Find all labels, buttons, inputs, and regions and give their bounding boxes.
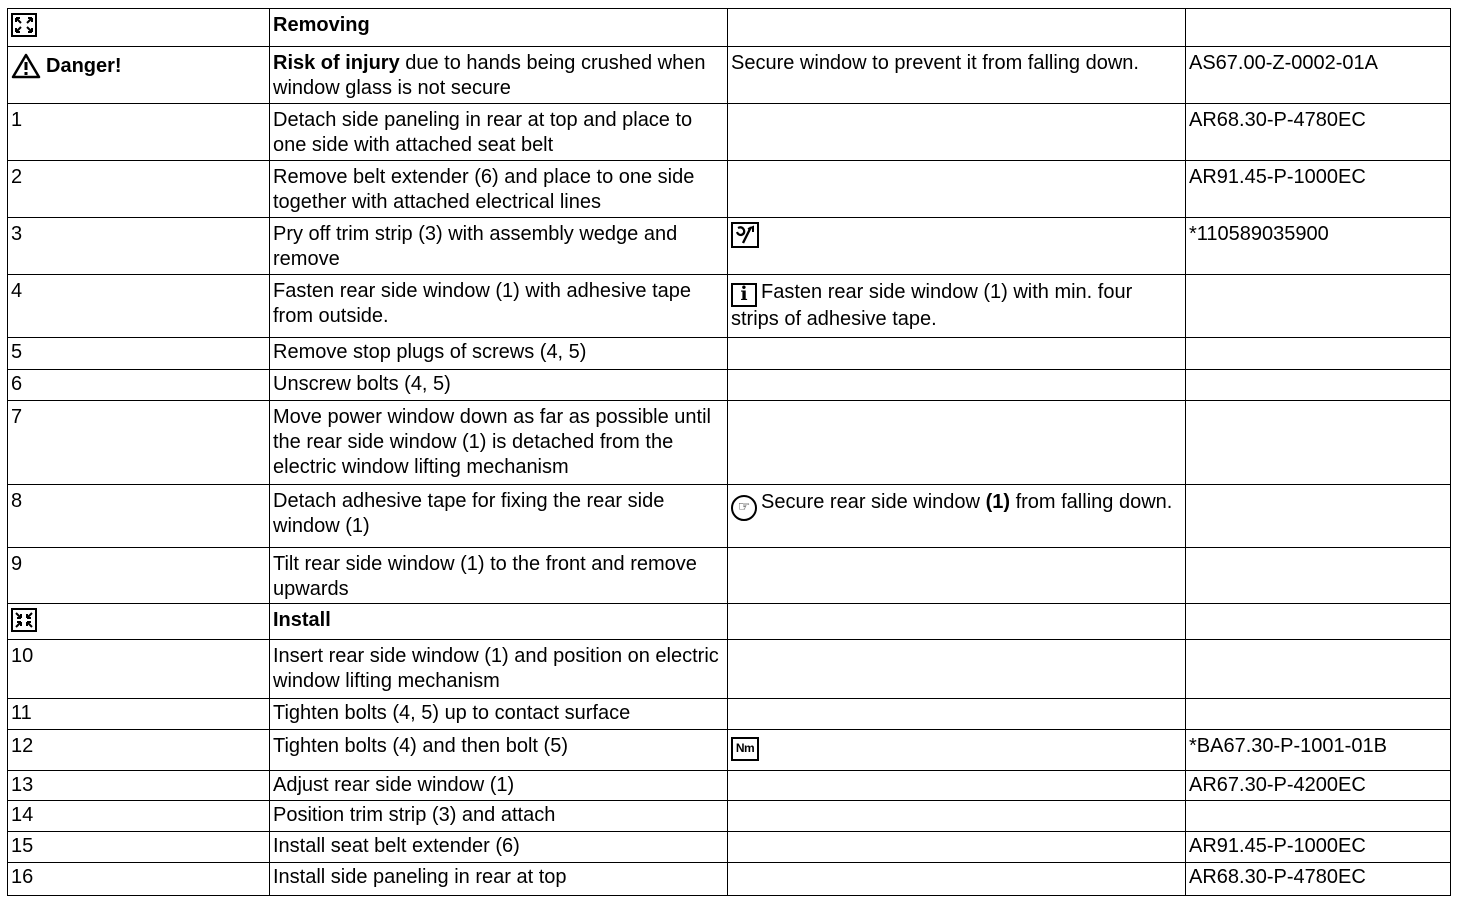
step-ref: *110589035900 [1186,218,1451,275]
section-title-removing: Removing [270,9,728,47]
note-text-bold: (1) [985,491,1011,513]
step-row-15 [8,832,1451,863]
step-number: 2 [8,161,270,218]
danger-ref: AS67.00-Z-0002-01A [1186,47,1451,104]
risk-label: Risk of injury [273,52,400,74]
note-text-post: from falling down. [1010,491,1173,513]
warning-triangle-icon [11,53,41,79]
step-number: 14 [8,801,270,832]
install-icon-cell [8,604,270,640]
step-text: Tighten bolts (4) and then bolt (5) [270,730,728,771]
info-icon: i [731,283,757,307]
step-row-5 [8,338,1451,370]
removing-icon-cell [8,9,270,47]
step-text: Pry off trim strip (3) with assembly wedge and remove [270,218,728,275]
step-text: Unscrew bolts (4, 5) [270,370,728,401]
step-number: 7 [8,401,270,485]
step-number: 13 [8,771,270,801]
step-number: 5 [8,338,270,370]
step-number: 11 [8,699,270,730]
step-row-10 [8,640,1451,699]
step-text: Tighten bolts (4, 5) up to contact surface [270,699,728,730]
step-text: Remove belt extender (6) and place to one side together with attached electrical lines [270,161,728,218]
step-number: 1 [8,104,270,161]
step-text: Adjust rear side window (1) [270,771,728,801]
step-number: 10 [8,640,270,699]
procedure-table [7,8,1451,896]
step-row-3 [8,218,1451,275]
step-text: Detach adhesive tape for fixing the rear side window (1) [270,485,728,548]
step-row-16 [8,863,1451,896]
removing-icon [11,13,37,37]
special-tool-icon [731,222,759,248]
step-row-6 [8,370,1451,401]
step-number: 12 [8,730,270,771]
step-row-4 [8,275,1451,338]
note-text-pre: Secure rear side window [761,491,986,513]
step-number: 3 [8,218,270,275]
step-text: Remove stop plugs of screws (4, 5) [270,338,728,370]
install-icon [11,608,37,632]
section-header-install [8,604,1451,640]
danger-measure: Secure window to prevent it from falling down. [728,47,1186,104]
step-number: 4 [8,275,270,338]
step-row-7 [8,401,1451,485]
step-row-11 [8,699,1451,730]
step-row-8 [8,485,1451,548]
step-text: Fasten rear side window (1) with adhesive tape from outside. [270,275,728,338]
step-number: 9 [8,548,270,604]
step-note [728,275,1186,338]
step-number: 16 [8,863,270,896]
step-number: 6 [8,370,270,401]
section-title-install: Install [270,604,728,640]
step-ref: AR68.30-P-4780EC [1186,104,1451,161]
step-text: Insert rear side window (1) and position on electric window lifting mechanism [270,640,728,699]
step-row-12 [8,730,1451,771]
step-text: Detach side paneling in rear at top and place to one side with attached seat belt [270,104,728,161]
step-text: Tilt rear side window (1) to the front and remove upwards [270,548,728,604]
risk-text: due to hands being crushed when window glass is not secure [273,52,712,99]
step-number: 8 [8,485,270,548]
section-header-removing [8,9,1451,47]
step-row-2 [8,161,1451,218]
step-text: Position trim strip (3) and attach [270,801,728,832]
step-ref: AR91.45-P-1000EC [1186,161,1451,218]
caution-hand-icon: ☞ [731,495,757,521]
step-row-14 [8,801,1451,832]
step-note [728,485,1186,548]
step-row-1 [8,104,1451,161]
danger-row [8,47,1451,104]
step-text: Install side paneling in rear at top [270,863,728,896]
danger-cell [8,47,270,104]
step-row-9 [8,548,1451,604]
step-row-13 [8,771,1451,801]
step-ref: *BA67.30-P-1001-01B [1186,730,1451,771]
step-ref: AR91.45-P-1000EC [1186,832,1451,863]
danger-risk [270,47,728,104]
step-text: Move power window down as far as possible until the rear side window (1) is detached from the electric window lifting mechanism [270,401,728,485]
danger-label: Danger! [46,54,122,77]
note-text: Fasten rear side window (1) with min. four strips of adhesive tape. [731,281,1133,330]
step-ref: AR67.30-P-4200EC [1186,771,1451,801]
step-text: Install seat belt extender (6) [270,832,728,863]
torque-nm-icon: Nm [731,737,759,761]
step-ref: AR68.30-P-4780EC [1186,863,1451,896]
step-number: 15 [8,832,270,863]
